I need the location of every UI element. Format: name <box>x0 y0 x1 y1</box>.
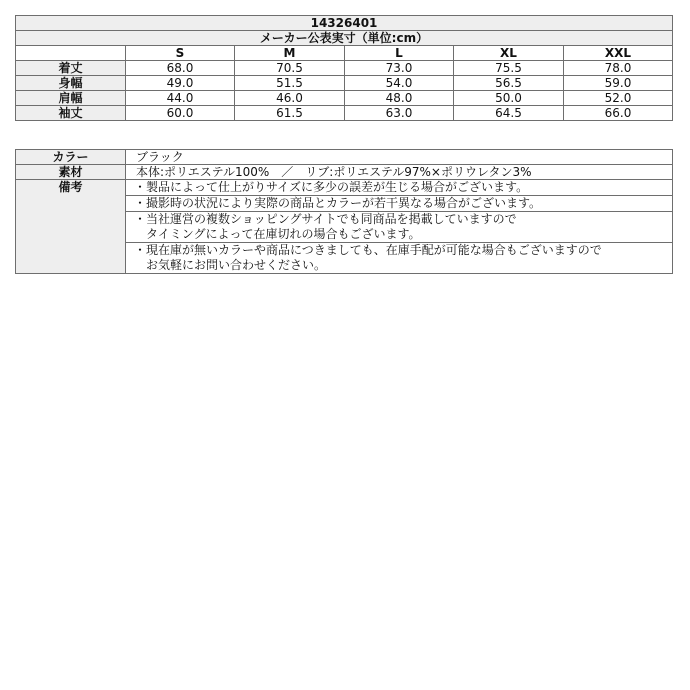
measurement-value: 60.0 <box>126 106 235 121</box>
material-row <box>16 165 673 180</box>
color-label: カラー <box>16 150 126 165</box>
measurement-value: 78.0 <box>564 61 673 76</box>
color-row <box>16 150 673 165</box>
size-header: XXL <box>564 46 673 61</box>
product-code: 14326401 <box>16 16 673 31</box>
measurement-value: 61.5 <box>235 106 345 121</box>
size-table-subtitle: メーカー公表実寸（単位:cm） <box>16 31 673 46</box>
measurement-row <box>16 106 673 121</box>
measurement-value: 63.0 <box>345 106 454 121</box>
corner-cell <box>16 46 126 61</box>
note-line: ・当社運営の複数ショッピングサイトでも同商品を掲載していますので <box>134 212 517 226</box>
measurement-value: 52.0 <box>564 91 673 106</box>
material-value: 本体:ポリエステル100% ／ リブ:ポリエステル97%×ポリウレタン3% <box>126 165 673 180</box>
size-table <box>15 15 673 121</box>
note-line: ・現在庫が無いカラーや商品につきましても、在庫手配が可能な場合もございますので <box>134 243 602 257</box>
measurement-value: 70.5 <box>235 61 345 76</box>
note-item <box>126 243 673 274</box>
note-item <box>126 196 673 212</box>
info-table <box>15 149 673 274</box>
measurement-value: 44.0 <box>126 91 235 106</box>
size-header: M <box>235 46 345 61</box>
measurement-label: 袖丈 <box>16 106 126 121</box>
measurement-value: 51.5 <box>235 76 345 91</box>
measurement-value: 50.0 <box>454 91 564 106</box>
note-row <box>16 180 673 196</box>
size-header-row <box>16 46 673 61</box>
measurement-value: 54.0 <box>345 76 454 91</box>
size-header: S <box>126 46 235 61</box>
measurement-label: 身幅 <box>16 76 126 91</box>
note-line: ・撮影時の状況により実際の商品とカラーが若干異なる場合がございます。 <box>134 196 542 210</box>
measurement-value: 68.0 <box>126 61 235 76</box>
note-line: タイミングによって在庫切れの場合もございます。 <box>134 227 421 241</box>
measurement-label: 着丈 <box>16 61 126 76</box>
measurement-value: 75.5 <box>454 61 564 76</box>
note-line: ・製品によって仕上がりサイズに多少の誤差が生じる場合がございます。 <box>134 180 529 194</box>
note-line: お気軽にお問い合わせください。 <box>134 258 327 272</box>
measurement-value: 49.0 <box>126 76 235 91</box>
measurement-row <box>16 61 673 76</box>
measurement-value: 56.5 <box>454 76 564 91</box>
material-label: 素材 <box>16 165 126 180</box>
note-item <box>126 212 673 243</box>
measurement-value: 46.0 <box>235 91 345 106</box>
measurement-row <box>16 76 673 91</box>
measurement-label: 肩幅 <box>16 91 126 106</box>
measurement-value: 59.0 <box>564 76 673 91</box>
measurement-value: 73.0 <box>345 61 454 76</box>
measurement-value: 48.0 <box>345 91 454 106</box>
notes-label: 備考 <box>16 180 126 274</box>
size-header: L <box>345 46 454 61</box>
color-value: ブラック <box>126 150 673 165</box>
measurement-row <box>16 91 673 106</box>
size-header: XL <box>454 46 564 61</box>
measurement-value: 64.5 <box>454 106 564 121</box>
note-item <box>126 180 673 196</box>
measurement-value: 66.0 <box>564 106 673 121</box>
